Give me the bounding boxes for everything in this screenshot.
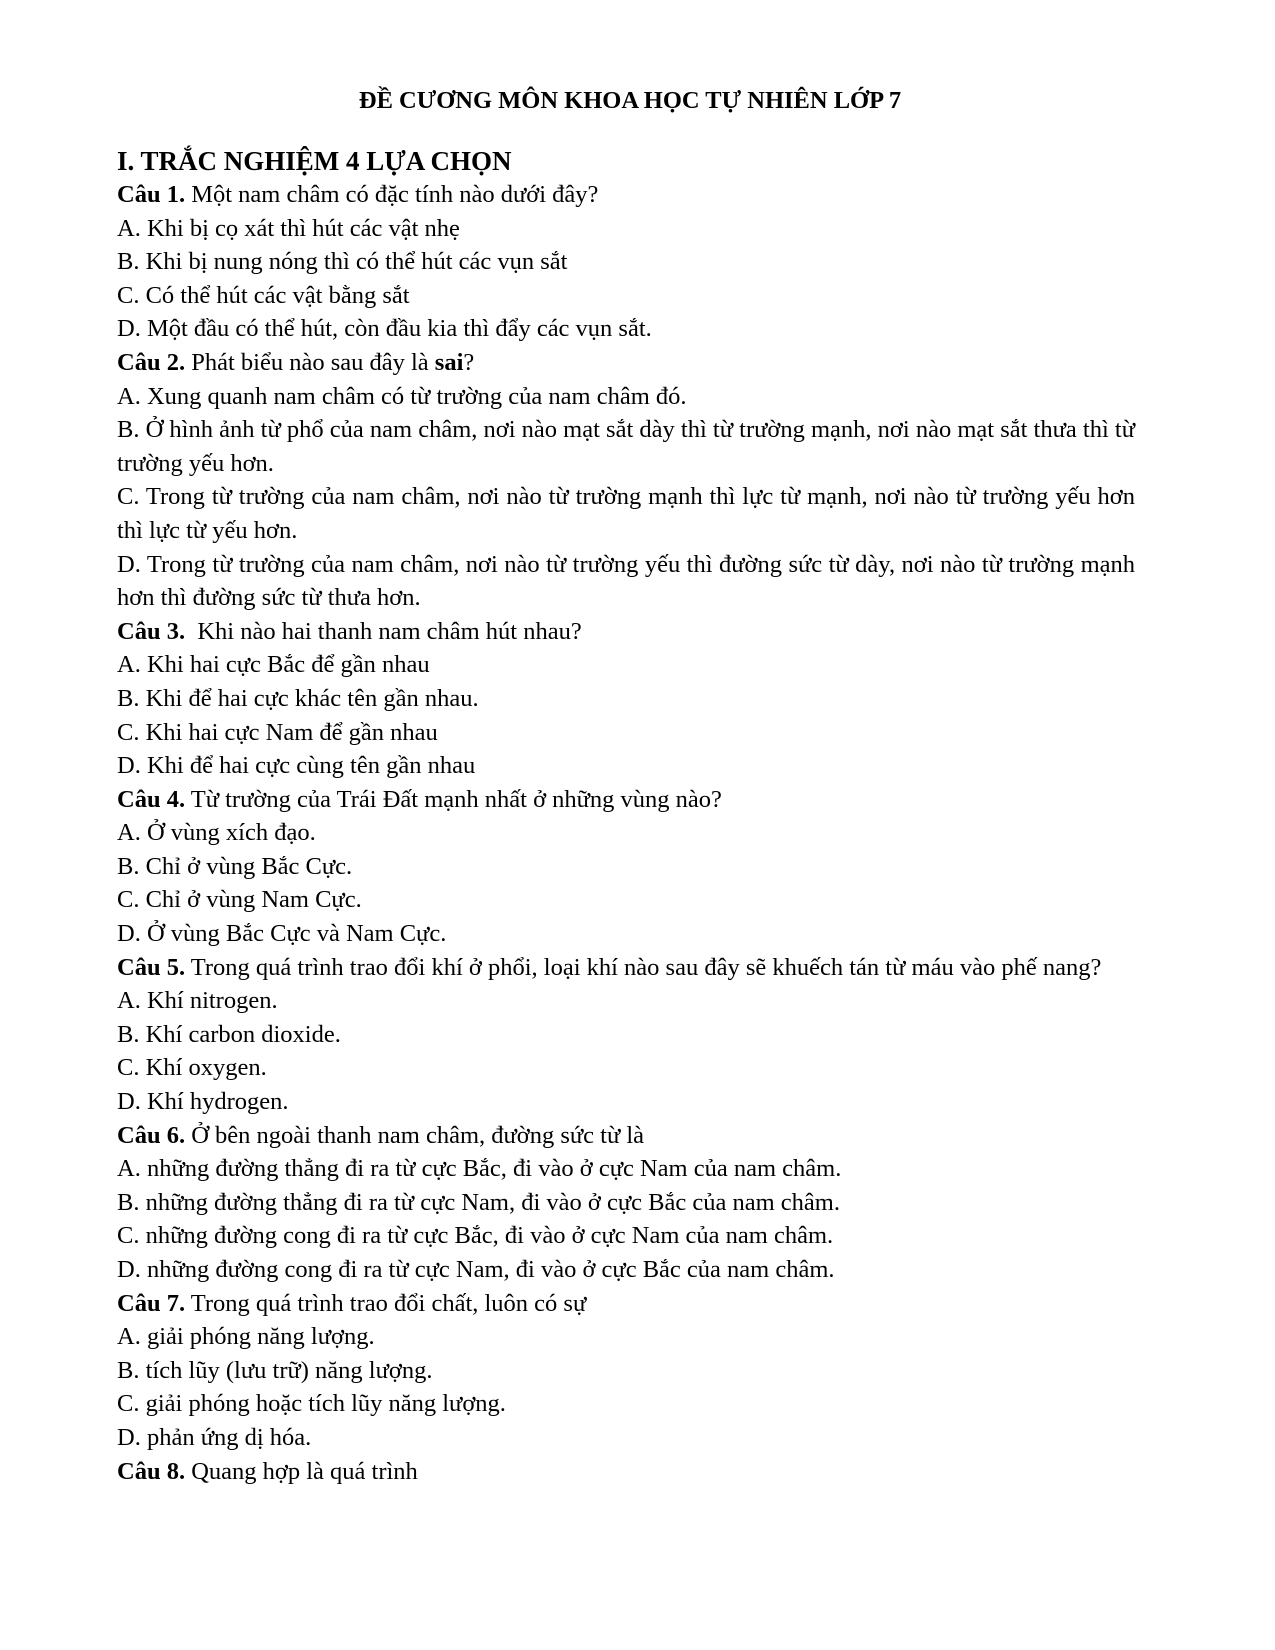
question-stem	[117, 783, 1135, 817]
emphasis-word: sai	[434, 348, 464, 376]
question-stem	[117, 346, 1135, 380]
answer-option: D. Một đầu có thể hút, còn đầu kia thì đẩy các vụn sắt.	[117, 315, 652, 343]
question-text: Từ trường của Trái Đất mạnh nhất ở những vùng nào?	[185, 785, 722, 813]
question-7	[117, 1287, 1135, 1455]
question-text: Phát biểu nào sau đây là	[185, 348, 435, 376]
answer-option: D. Khí hydrogen.	[117, 1088, 289, 1116]
answer-option: C. Khi hai cực Nam để gần nhau	[117, 718, 438, 746]
question-number: Câu 2.	[117, 348, 186, 376]
question-stem	[117, 951, 1135, 985]
question-text: Trong quá trình trao đổi chất, luôn có sự	[185, 1289, 587, 1317]
question-8	[117, 1455, 1135, 1489]
answer-option: B. Khi để hai cực khác tên gần nhau.	[117, 684, 479, 712]
question-number: Câu 1.	[117, 181, 186, 208]
answer-option: D. Khi để hai cực cùng tên gần nhau	[117, 752, 476, 780]
question-number: Câu 7.	[117, 1289, 186, 1317]
question-text-end: ?	[463, 348, 475, 376]
question-4	[117, 783, 1135, 951]
question-stem	[117, 1287, 1135, 1321]
answer-option: D. phản ứng dị hóa.	[117, 1423, 312, 1451]
question-6	[117, 1119, 1135, 1287]
answer-option: B. Khi bị nung nóng thì có thể hút các vụn sắt	[117, 248, 568, 276]
question-text: Quang hợp là quá trình	[185, 1457, 418, 1485]
question-text: Một nam châm có đặc tính nào dưới đây?	[185, 181, 599, 208]
question-1	[117, 178, 1135, 346]
answer-option: B. Chỉ ở vùng Bắc Cực.	[117, 852, 353, 880]
answer-option: C. Trong từ trường của nam châm, nơi nào từ trường mạnh thì lực từ mạnh, nơi nào từ trường yếu hơn thì lực từ yếu hơn.	[117, 483, 1135, 544]
question-number: Câu 4.	[117, 785, 186, 813]
question-text: Khi nào hai thanh nam châm hút nhau?	[185, 617, 582, 645]
answer-option: B. tích lũy (lưu trữ) năng lượng.	[117, 1356, 433, 1384]
answer-option: A. Ở vùng xích đạo.	[117, 819, 316, 847]
question-number: Câu 6.	[117, 1121, 186, 1149]
answer-option: D. Trong từ trường của nam châm, nơi nào từ trường yếu thì đường sức từ dày, nơi nào từ trường mạnh hơn thì đường sức từ thưa hơn.	[117, 550, 1135, 612]
question-3	[117, 615, 1135, 783]
answer-option: A. Xung quanh nam châm có từ trường của nam châm đó.	[117, 382, 687, 410]
answer-option: A. Khí nitrogen.	[117, 987, 278, 1015]
answer-option: D. những đường cong đi ra từ cực Nam, đi vào ở cực Bắc của nam châm.	[117, 1256, 835, 1283]
answer-option: B. Ở hình ảnh từ phổ của nam châm, nơi nào mạt sắt dày thì từ trường mạnh, nơi nào mạt sắt thưa thì từ trường yếu hơn.	[117, 416, 1135, 477]
answer-option: D. Ở vùng Bắc Cực và Nam Cực.	[117, 920, 447, 948]
answer-option: A. những đường thẳng đi ra từ cực Bắc, đi vào ở cực Nam của nam châm.	[117, 1155, 842, 1183]
question-text: Ở bên ngoài thanh nam châm, đường sức từ là	[185, 1121, 645, 1149]
document-title: ĐỀ CƯƠNG MÔN KHOA HỌC TỰ NHIÊN LỚP 7	[358, 87, 902, 114]
answer-option: C. Chỉ ở vùng Nam Cực.	[117, 886, 362, 914]
question-number: Câu 3.	[117, 617, 186, 645]
question-stem	[117, 1455, 1135, 1489]
question-2	[117, 346, 1135, 615]
answer-option: C. Có thể hút các vật bằng sắt	[117, 281, 410, 309]
question-number: Câu 5.	[117, 953, 186, 981]
question-number: Câu 8.	[117, 1457, 186, 1485]
question-5	[117, 951, 1135, 1119]
section-heading: I. TRẮC NGHIỆM 4 LỰA CHỌN	[117, 146, 512, 176]
answer-option: C. những đường cong đi ra từ cực Bắc, đi vào ở cực Nam của nam châm.	[117, 1222, 834, 1250]
answer-option: A. Khi bị cọ xát thì hút các vật nhẹ	[117, 214, 460, 242]
answer-option: B. Khí carbon dioxide.	[117, 1020, 341, 1048]
answer-option: C. giải phóng hoặc tích lũy năng lượng.	[117, 1390, 506, 1418]
answer-option: B. những đường thẳng đi ra từ cực Nam, đi vào ở cực Bắc của nam châm.	[117, 1188, 840, 1216]
question-stem	[117, 615, 1135, 649]
answer-option: A. Khi hai cực Bắc để gần nhau	[117, 651, 430, 679]
answer-option: C. Khí oxygen.	[117, 1054, 267, 1082]
answer-option: A. giải phóng năng lượng.	[117, 1323, 375, 1351]
question-stem	[117, 178, 1135, 212]
question-text: Trong quá trình trao đổi khí ở phổi, loại khí nào sau đây sẽ khuếch tán từ máu vào phế nang?	[185, 953, 1102, 981]
question-stem	[117, 1119, 1135, 1153]
